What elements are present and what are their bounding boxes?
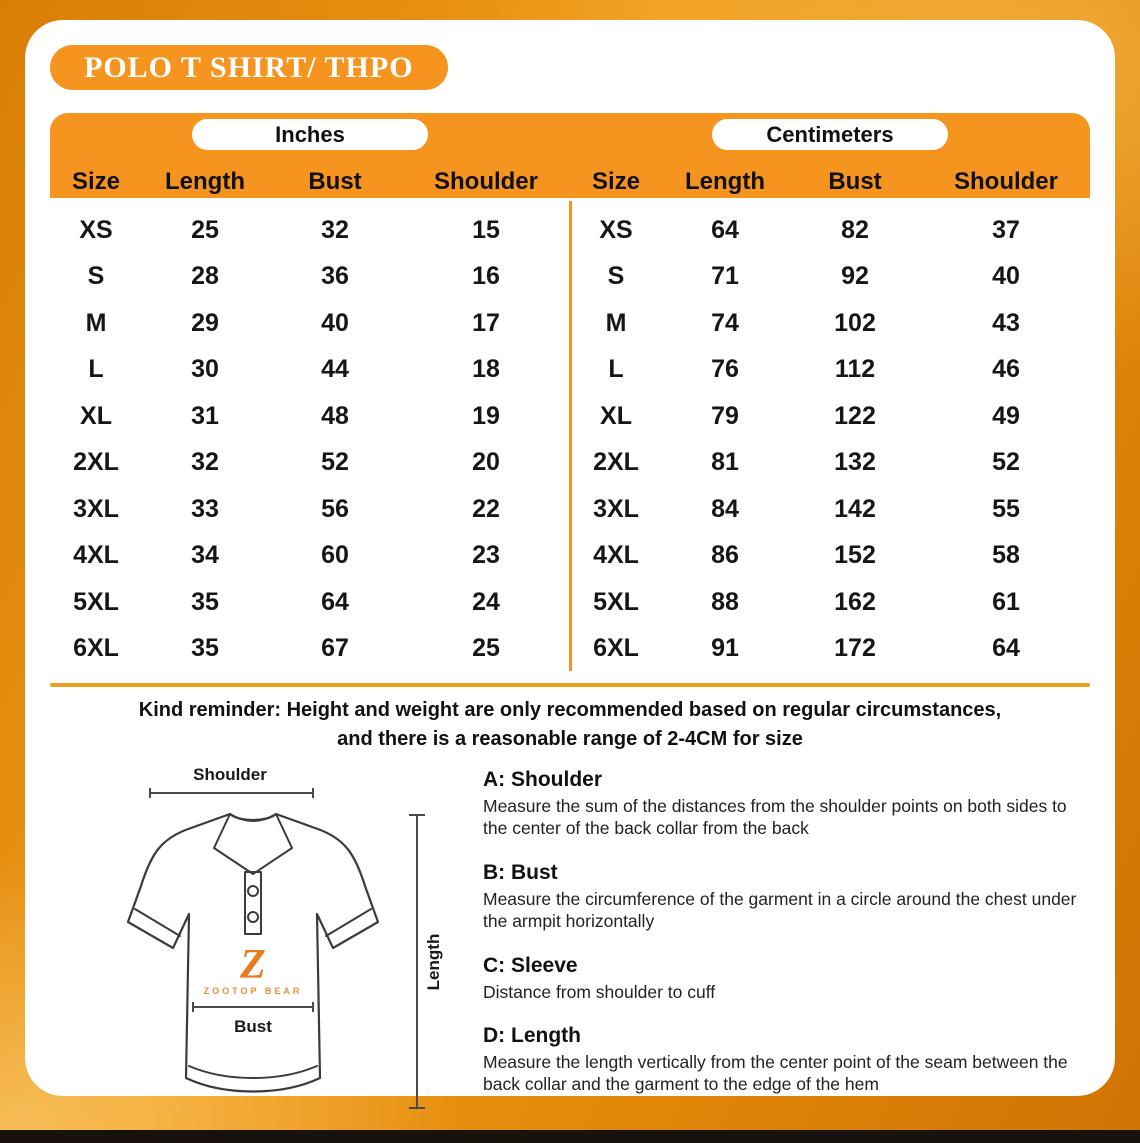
table-row <box>570 533 1090 580</box>
value-cell: 16 <box>472 262 500 291</box>
definition-description: Distance from shoulder to cuff <box>483 981 716 1002</box>
value-cell: 22 <box>472 494 500 523</box>
centimeters-column-headers <box>570 168 1090 196</box>
inches-unit-pill <box>192 119 428 150</box>
table-row <box>570 440 1090 487</box>
column-header: Length <box>165 168 245 195</box>
size-cell: 5XL <box>593 587 639 616</box>
reminder-line-2: and there is a reasonable range of 2-4CM for size <box>337 728 803 750</box>
bust-label: Bust <box>234 1017 272 1036</box>
value-cell: 33 <box>191 494 219 523</box>
value-cell: 61 <box>992 587 1020 616</box>
value-cell: 55 <box>992 494 1020 523</box>
size-chart-card <box>25 20 1115 1096</box>
value-cell: 35 <box>191 634 219 663</box>
value-cell: 52 <box>992 448 1020 477</box>
inches-column-headers <box>50 168 570 196</box>
table-row <box>50 440 570 487</box>
column-header: Bust <box>828 168 882 195</box>
table-row <box>50 254 570 301</box>
table-row <box>50 579 570 626</box>
value-cell: 31 <box>191 401 219 430</box>
size-cell: XL <box>600 401 632 430</box>
size-cell: 3XL <box>593 494 639 523</box>
table-vertical-separator <box>569 201 572 671</box>
centimeters-unit-label: Centimeters <box>766 121 894 147</box>
value-cell: 71 <box>711 262 739 291</box>
size-cell: 6XL <box>73 634 119 663</box>
brand-logo-text: ZOOTOP BEAR <box>203 986 303 996</box>
table-row <box>570 626 1090 673</box>
value-cell: 52 <box>321 448 349 477</box>
size-cell: M <box>605 308 627 337</box>
measurement-definitions <box>483 768 1083 1117</box>
value-cell: 25 <box>472 634 500 663</box>
definition-length <box>483 1024 1083 1096</box>
table-row <box>50 486 570 533</box>
value-cell: 34 <box>191 541 219 570</box>
value-cell: 49 <box>992 401 1020 430</box>
table-row <box>570 254 1090 301</box>
reminder-line-1: Kind reminder: Height and weight are only recommended based on regular circumstances, <box>138 699 1002 721</box>
value-cell: 88 <box>711 587 739 616</box>
size-cell: XL <box>80 401 112 430</box>
value-cell: 112 <box>834 355 876 384</box>
value-cell: 74 <box>711 308 739 337</box>
column-header: Size <box>71 168 121 195</box>
definition-bust <box>483 861 1083 933</box>
table-row <box>570 579 1090 626</box>
table-header-band <box>50 113 1090 198</box>
value-cell: 64 <box>992 634 1020 663</box>
value-cell: 132 <box>834 448 876 477</box>
value-cell: 92 <box>841 262 869 291</box>
value-cell: 18 <box>472 355 500 384</box>
value-cell: 40 <box>992 262 1020 291</box>
table-row <box>50 207 570 254</box>
size-cell: XS <box>599 215 633 244</box>
value-cell: 32 <box>191 448 219 477</box>
title-badge <box>50 45 448 90</box>
size-cell: 4XL <box>73 541 119 570</box>
definition-shoulder <box>483 768 1083 840</box>
value-cell: 17 <box>472 308 500 337</box>
value-cell: 46 <box>992 355 1020 384</box>
table-row <box>50 533 570 580</box>
length-label: Length <box>424 933 443 991</box>
polo-shirt-measurement-diagram <box>93 760 471 1118</box>
value-cell: 82 <box>841 215 869 244</box>
column-header: Shoulder <box>433 168 538 195</box>
table-row <box>50 393 570 440</box>
value-cell: 40 <box>321 308 349 337</box>
value-cell: 84 <box>711 494 739 523</box>
value-cell: 162 <box>834 587 876 616</box>
definition-term: A: Shoulder <box>483 768 602 791</box>
value-cell: 25 <box>191 215 219 244</box>
table-row <box>570 393 1090 440</box>
value-cell: 64 <box>321 587 349 616</box>
value-cell: 29 <box>191 308 219 337</box>
value-cell: 122 <box>834 401 876 430</box>
table-row <box>570 486 1090 533</box>
table-row <box>50 626 570 673</box>
definition-term: C: Sleeve <box>483 953 578 977</box>
size-cell: 6XL <box>593 634 639 663</box>
value-cell: 152 <box>834 541 876 570</box>
value-cell: 30 <box>191 355 219 384</box>
inches-unit-label: Inches <box>275 121 345 147</box>
size-cell: M <box>85 308 107 337</box>
value-cell: 28 <box>191 262 219 291</box>
size-cell: XS <box>79 215 113 244</box>
value-cell: 56 <box>321 494 349 523</box>
value-cell: 44 <box>321 355 349 384</box>
polo-shirt-illustration <box>93 760 471 1118</box>
table-row <box>570 347 1090 394</box>
size-cell: 3XL <box>73 494 119 523</box>
size-cell: L <box>88 355 104 384</box>
column-header: Bust <box>308 168 362 195</box>
inches-table-rows <box>50 198 570 672</box>
value-cell: 23 <box>472 541 500 570</box>
value-cell: 86 <box>711 541 739 570</box>
value-cell: 32 <box>321 215 349 244</box>
size-cell: S <box>87 262 105 291</box>
page-title: POLO T SHIRT/ THPO <box>84 50 414 84</box>
value-cell: 48 <box>321 401 349 430</box>
value-cell: 76 <box>711 355 739 384</box>
column-header: Shoulder <box>953 168 1058 195</box>
value-cell: 81 <box>711 448 739 477</box>
definition-sleeve <box>483 954 1083 1003</box>
column-header: Size <box>591 168 641 195</box>
size-cell: 5XL <box>73 587 119 616</box>
value-cell: 19 <box>472 401 500 430</box>
size-cell: 2XL <box>73 448 119 477</box>
kind-reminder-text <box>25 696 1115 754</box>
value-cell: 172 <box>834 634 876 663</box>
definition-term: B: Bust <box>483 860 558 884</box>
size-cell: 4XL <box>593 541 639 570</box>
size-cell: S <box>607 262 625 291</box>
value-cell: 36 <box>321 262 349 291</box>
value-cell: 67 <box>321 634 349 663</box>
centimeters-header-group <box>570 113 1090 198</box>
shoulder-label: Shoulder <box>193 765 267 784</box>
table-row <box>570 207 1090 254</box>
value-cell: 43 <box>992 308 1020 337</box>
column-header: Length <box>685 168 765 195</box>
value-cell: 20 <box>472 448 500 477</box>
value-cell: 79 <box>711 401 739 430</box>
size-cell: L <box>608 355 624 384</box>
table-row <box>50 300 570 347</box>
value-cell: 35 <box>191 587 219 616</box>
bottom-bar <box>0 1130 1140 1143</box>
table-row <box>570 300 1090 347</box>
definition-description: Measure the circumference of the garment in a circle around the chest under the armpit horizontally <box>483 888 1077 932</box>
value-cell: 91 <box>711 634 739 663</box>
size-cell: 2XL <box>593 448 639 477</box>
brand-logo-icon: Z <box>240 942 266 988</box>
definition-description: Measure the sum of the distances from the shoulder points on both sides to the center of the back collar from the back <box>483 796 1067 839</box>
table-row <box>50 347 570 394</box>
definition-description: Measure the length vertically from the center point of the seam between the back collar and the garment to the edge of the hem <box>483 1051 1068 1095</box>
value-cell: 15 <box>472 215 500 244</box>
value-cell: 142 <box>834 494 876 523</box>
section-divider <box>50 683 1090 687</box>
centimeters-unit-pill <box>712 119 948 150</box>
inches-header-group <box>50 113 570 198</box>
value-cell: 64 <box>711 215 739 244</box>
definition-term: D: Length <box>483 1023 581 1047</box>
value-cell: 102 <box>834 308 876 337</box>
value-cell: 58 <box>992 541 1020 570</box>
value-cell: 60 <box>321 541 349 570</box>
centimeters-table-rows <box>570 198 1090 672</box>
value-cell: 24 <box>472 587 500 616</box>
value-cell: 37 <box>992 215 1020 244</box>
